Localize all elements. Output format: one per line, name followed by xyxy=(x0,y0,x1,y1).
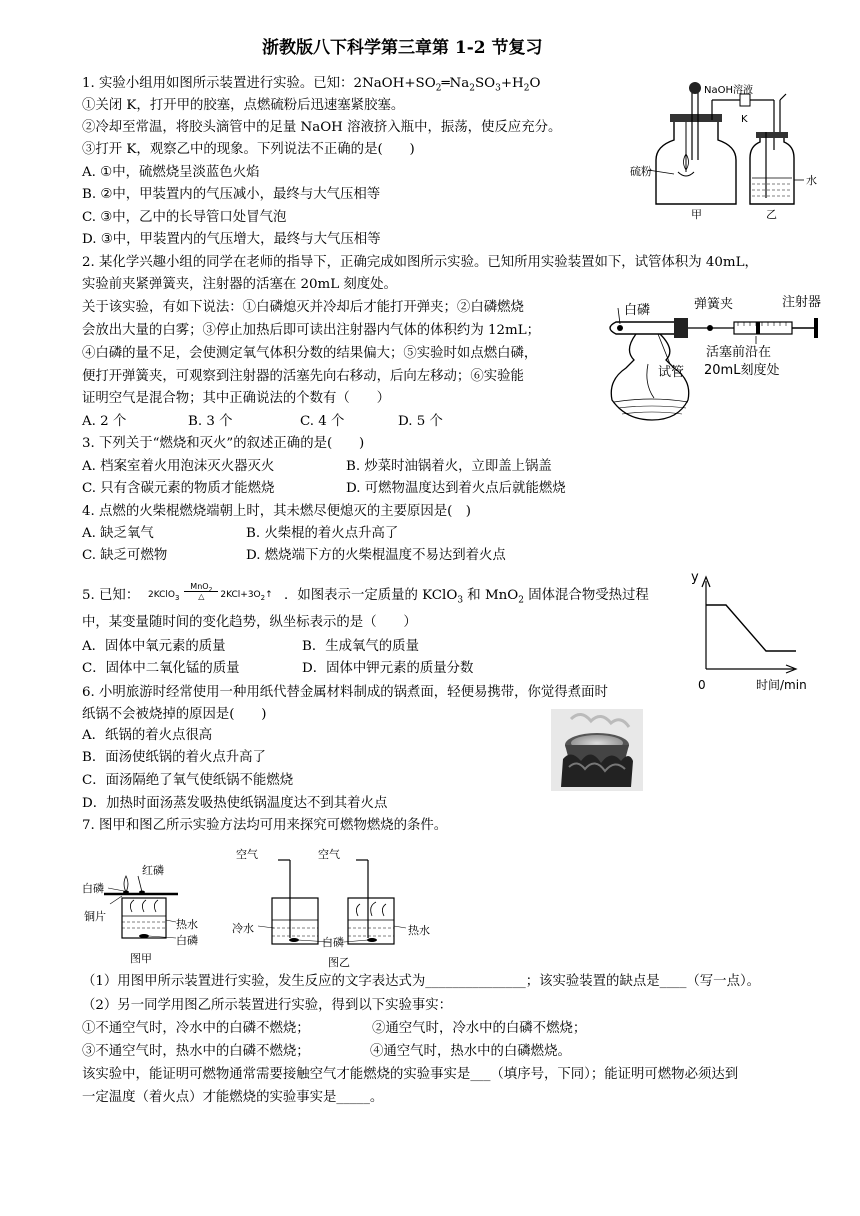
q7-stem: 7. 图甲和图乙所示实验方法均可用来探究可燃物燃烧的条件。 xyxy=(82,818,448,833)
q1-stem: 1. 实验小组用如图所示装置进行实验。已知：$2NaOH+SO_2═Na_2SO_3+H_2O$ xyxy=(82,76,541,94)
q6-option-c[interactable]: C．面汤隔绝了氧气使纸锅不能燃烧 xyxy=(82,773,294,788)
q5-graph-origin-label: 0 xyxy=(698,678,706,692)
q1-stem-text: O xyxy=(529,76,541,91)
q7-last-line-1: 该实验中，能证明可燃物通常需要接触空气才能燃烧的实验事实是___（填序号，下同）；能证明可燃物必须达到 xyxy=(82,1067,739,1082)
q5-option-c[interactable]: C．固体中二氧化锰的质量 xyxy=(82,661,240,676)
q1-stem-text: 1. 实验小组用如图所示装置进行实验。已知：2NaOH+SO xyxy=(82,76,436,91)
q2-option-c[interactable]: C. 4 个 xyxy=(300,414,345,429)
q5-equation: 2KClO$_3$ MnO$_2$ △ $2KCl+3O_2↑$ xyxy=(148,582,273,602)
q1-fig-water-label: 水 xyxy=(806,174,817,187)
q7-fact-3: ③不通空气时，热水中的白磷不燃烧； xyxy=(82,1044,310,1059)
q7-fig-yi-caption: 图乙 xyxy=(328,956,350,969)
q1-fig-naoh-label: NaOH溶液 xyxy=(704,85,753,96)
q5-graph xyxy=(686,565,816,695)
q7-fig-yi-cold: 冷水 xyxy=(232,922,254,935)
q1-fig-yi-label: 乙 xyxy=(766,208,777,220)
q7-fig-jia-white-p-2: 白磷 xyxy=(176,934,198,947)
q2-option-d[interactable]: D. 5 个 xyxy=(398,414,443,429)
q1-stem-text: SO xyxy=(474,76,496,91)
q2-fig-piston-label-2: 20mL刻度处 xyxy=(704,363,780,378)
q4-stem: 4. 点燃的火柴棍燃烧端朝上时，其未燃尽便熄灭的主要原因是( ) xyxy=(82,504,472,519)
q6-line-1: 6. 小明旅游时经常使用一种用纸代替金属材料制成的锅煮面，轻便易携带，你觉得煮面时 xyxy=(82,685,608,700)
q7-fig-yi-white-p: 白磷 xyxy=(322,936,344,949)
q3-stem: 3. 下列关于“燃烧和灭火”的叙述正确的是( ) xyxy=(82,436,365,451)
q7-fact-4: ④通空气时，热水中的白磷燃烧。 xyxy=(370,1044,571,1059)
q7-figures xyxy=(82,842,442,970)
q2-line-2: 实验前夹紧弹簧夹，注射器的活塞在 20mL 刻度处。 xyxy=(82,277,397,292)
q1-stem-text: ═Na xyxy=(441,76,470,91)
q3-option-a[interactable]: A. 档案室着火用泡沫灭火器灭火 xyxy=(82,459,275,474)
q5-stem-text: 和 MnO xyxy=(463,588,519,603)
q1-fig-sulfur-label: 硫粉 xyxy=(630,165,652,178)
q5-option-d[interactable]: D．固体中钾元素的质量分数 xyxy=(302,661,474,676)
q4-option-b[interactable]: B. 火柴棍的着火点升高了 xyxy=(246,526,399,541)
q2-fig-tube-label: 试管 xyxy=(658,365,685,380)
q6-option-a[interactable]: A．纸锅的着火点很高 xyxy=(82,728,213,743)
q2-line-7: 证明空气是混合物；其中正确说法的个数有（ ） xyxy=(82,391,390,406)
q7-fig-jia-hot-water: 热水 xyxy=(176,918,198,931)
q5-eq-heat: △ xyxy=(184,591,218,602)
q7-fig-jia-white-p: 白磷 xyxy=(82,882,104,895)
q4-option-c[interactable]: C. 缺乏可燃物 xyxy=(82,548,168,563)
q7-sub-2: （2）另一同学用图乙所示装置进行实验，得到以下实验事实： xyxy=(82,998,453,1013)
q7-fig-jia-caption: 图甲 xyxy=(130,952,152,965)
paper-pot-photo xyxy=(551,709,643,791)
q6-option-b[interactable]: B．面汤使纸锅的着火点升高了 xyxy=(82,750,266,765)
q1-step-2: ②冷却至常温，将胶头滴管中的足量 NaOH 溶液挤入瓶中，振荡，使反应充分。 xyxy=(82,120,562,135)
q2-apparatus-figure xyxy=(596,288,832,428)
q2-line-4: 会放出大量的白雾；③停止加热后即可读出注射器内气体的体积约为 12mL； xyxy=(82,323,540,338)
q2-fig-phosphorus-label: 白磷 xyxy=(624,303,651,318)
q5-eq-catalyst: MnO$_2$ xyxy=(190,582,213,594)
q6-option-d[interactable]: D．加热时面汤蒸发吸热使纸锅温度达不到其着火点 xyxy=(82,796,388,811)
q1-option-c[interactable]: C. ③中，乙中的长导管口处冒气泡 xyxy=(82,210,287,225)
q1-step-3: ③打开 K，观察乙中的现象。下列说法不正确的是( ) xyxy=(82,142,415,157)
page-title: 浙教版八下科学第三章第 1-2 节复习 xyxy=(262,38,543,58)
q3-option-d[interactable]: D. 可燃物温度达到着火点后就能燃烧 xyxy=(346,481,566,496)
q5-eq-catalyst-text: MnO xyxy=(190,582,209,591)
q2-line-1: 2. 某化学兴趣小组的同学在老师的指导下，正确完成如图所示实验。已知所用实验装置如下，试管体积为 40mL， xyxy=(82,255,758,270)
q2-fig-piston-label-1: 活塞前沿在 xyxy=(706,345,772,360)
q1-stem-text: +H xyxy=(500,76,524,91)
q2-option-a[interactable]: A. 2 个 xyxy=(82,414,127,429)
q7-sub-1: （1）用图甲所示装置进行实验，发生反应的文字表达式为_______________；该实验装置的缺点是____（写一点）。 xyxy=(82,974,761,989)
q2-line-5: ④白磷的量不足，会使测定氧气体积分数的结果偏大；⑤实验时如点燃白磷， xyxy=(82,346,538,361)
q7-fig-jia-red-p: 红磷 xyxy=(142,864,164,877)
q2-line-3: 关于该实验，有如下说法：①白磷熄灭并冷却后才能打开弹夹；②白磷燃烧 xyxy=(82,300,524,315)
q1-fig-jia-label: 甲 xyxy=(691,208,702,220)
q5-graph-y-label: y xyxy=(691,570,699,585)
q1-option-a[interactable]: A. ①中，硫燃烧呈淡蓝色火焰 xyxy=(82,165,260,180)
q5-option-b[interactable]: B．生成氧气的质量 xyxy=(302,639,419,654)
q4-option-d[interactable]: D. 燃烧端下方的火柴棍温度不易达到着火点 xyxy=(246,548,506,563)
q6-line-2: 纸锅不会被烧掉的原因是( ) xyxy=(82,707,267,722)
q7-figure-jia xyxy=(82,863,198,965)
q1-option-d[interactable]: D. ③中，甲装置内的气压增大，最终与大气压相等 xyxy=(82,232,381,247)
q4-option-a[interactable]: A. 缺乏氧气 xyxy=(82,526,154,541)
q2-fig-clamp-label: 弹簧夹 xyxy=(694,297,734,312)
q7-fig-jia-copper: 铜片 xyxy=(84,910,106,923)
q2-line-6: 便打开弹簧夹，可观察到注射器的活塞先向右移动，后向左移动；⑥实验能 xyxy=(82,369,524,384)
q7-fact-2: ②通空气时，冷水中的白磷不燃烧； xyxy=(372,1021,587,1036)
q5-prefix: 5. 已知： xyxy=(82,588,140,603)
q1-option-b[interactable]: B. ②中，甲装置内的气压减小，最终与大气压相等 xyxy=(82,187,381,202)
q5-graph-x-label: 时间/min xyxy=(756,678,807,692)
q5-stem-text: 固体混合物受热过程 xyxy=(524,588,649,603)
q5-eq-reactant: 2KClO xyxy=(148,590,176,600)
q7-fig-yi-air-1: 空气 xyxy=(236,848,258,861)
q7-fig-yi-hot: 热水 xyxy=(408,924,430,937)
q3-option-b[interactable]: B. 炒菜时油锅着火，立即盖上锅盖 xyxy=(346,459,552,474)
q2-option-b[interactable]: B. 3 个 xyxy=(188,414,233,429)
q7-fact-1: ①不通空气时，冷水中的白磷不燃烧； xyxy=(82,1021,310,1036)
q5-option-a[interactable]: A．固体中氧元素的质量 xyxy=(82,639,226,654)
q5-eq-product: 2KCl+3O xyxy=(220,590,261,600)
q7-fig-yi-air-2: 空气 xyxy=(318,848,340,861)
q5-line-2: 中，某变量随时间的变化趋势，纵坐标表示的是（ ） xyxy=(82,615,417,630)
q1-fig-k-label: K xyxy=(741,114,748,125)
q3-option-c[interactable]: C. 只有含碳元素的物质才能燃烧 xyxy=(82,481,275,496)
q1-step-1: ①关闭 K，打开甲的胶塞，点燃硫粉后迅速塞紧胶塞。 xyxy=(82,98,405,113)
q5-graph-line xyxy=(706,605,796,651)
q2-fig-syringe-label: 注射器 xyxy=(782,295,822,310)
q5-stem: ．如图表示一定质量的 KClO$_3$ 和 MnO$_2$ 固体混合物受热过程 xyxy=(284,588,649,606)
q7-last-line-2: 一定温度（着火点）才能燃烧的实验事实是_____。 xyxy=(82,1090,384,1105)
q7-figure-yi xyxy=(232,847,430,969)
q1-apparatus-figure xyxy=(626,80,831,220)
q5-stem-text: ．如图表示一定质量的 KClO xyxy=(284,588,458,603)
